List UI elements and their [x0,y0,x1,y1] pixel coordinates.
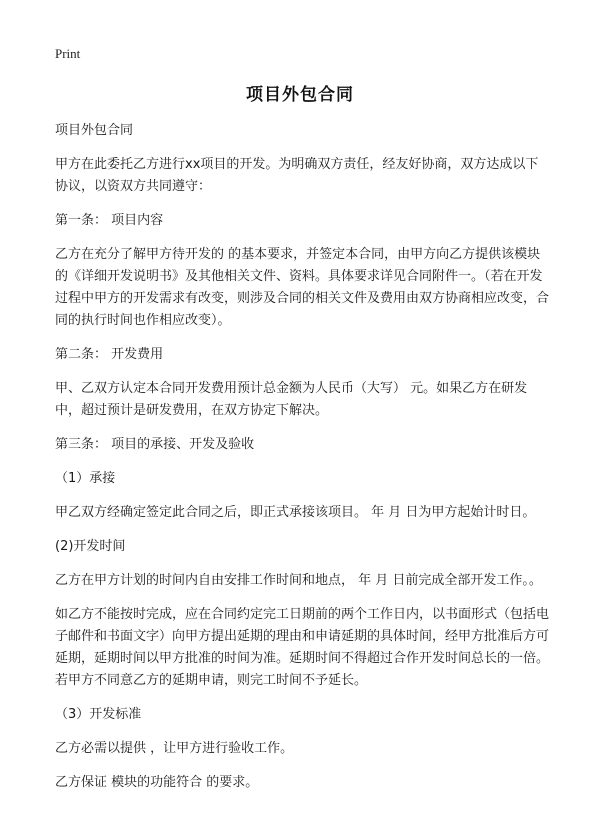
preamble-paragraph: 甲方在此委托乙方进行xx项目的开发。为明确双方责任，经友好协商，双方达成以下协议，以资双方共同遵守： [55,157,539,194]
article-2-heading: 第二条： 开发费用 [55,347,164,362]
print-label: Print [55,46,81,61]
delay-paragraph: 如乙方不能按时完成，应在合同约定完工日期前的两个工作日内，以书面形式（包括电子邮件和书面文字）向甲方提出延期的理由和申请延期的具体时间，经甲方批准后方可延期，延期时间以甲方批准的时间为准。延期时间不得超过合作开发时间总长的一倍。若甲方不同意乙方的延期申请，则完工时间不予延长。 [55,607,550,688]
document-body [55,120,550,806]
section-1-heading: （1）承接 [55,471,116,486]
acceptance-paragraph: 乙方必需以提供 ，让甲方进行验收工作。 [55,741,294,756]
guarantee-paragraph: 乙方保证 模块的功能符合 的要求。 [55,775,259,790]
article-1-heading: 第一条： 项目内容 [55,213,164,228]
section-2-paragraph: 乙方在甲方计划的时间内自由安排工作时间和地点， 年 月 日前完成全部开发工作。。 [55,573,542,588]
article-3-heading: 第三条： 项目的承接、开发及验收 [55,437,255,452]
intro-heading: 项目外包合同 [55,123,134,138]
section-2-heading: (2)开发时间 [55,539,126,554]
section-1-paragraph: 甲乙双方经确定签定此合同之后，即正式承接该项目。 年 月 日为甲方起始计时日。 [55,505,536,520]
article-1-paragraph: 乙方在充分了解甲方待开发的 的基本要求，并签定本合同，由甲方向乙方提供该模块的《详细开发说明书》及其他相关文件、资料。具体要求详见合同附件一。（若在开发过程中甲方的开发需求有改变，则涉及合同的相关文件及费用由双方协商相应改变，合同的执行时间也作相应改变）。 [55,247,550,328]
article-2-paragraph: 甲、乙双方认定本合同开发费用预计总金额为人民币（大写） 元。如果乙方在研发中，超过预计是研发费用，在双方协定下解决。 [55,381,528,418]
document-title: 项目外包合同 [246,85,354,105]
section-3-heading: （3）开发标准 [55,707,142,722]
